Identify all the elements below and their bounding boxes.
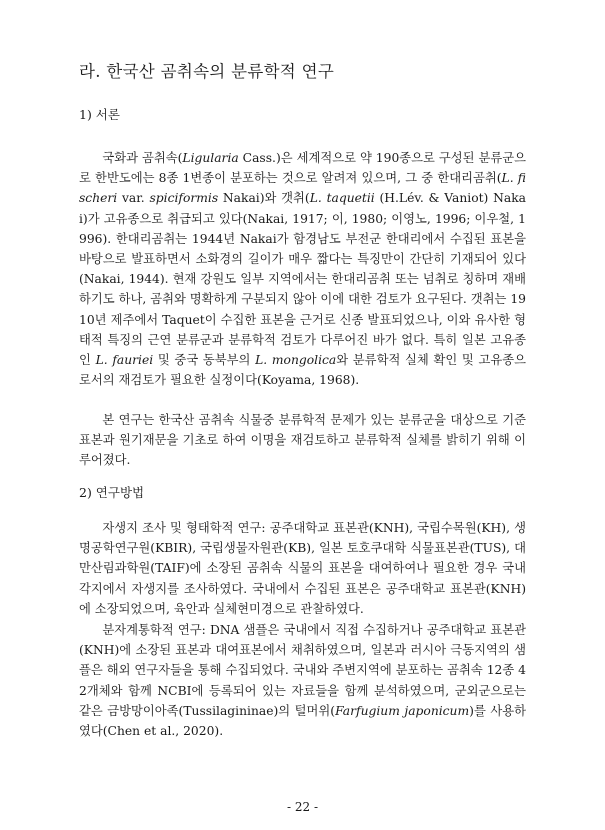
text-run: (H.Lév. & Vaniot) Nakai)가 고유종으로 취급되고 있다(Nakai, 1917; 이, 1980; 이영노, 1996; 이우철, 1996). 한대리곰취는 1944년 Nakai가 함경남도 부전군 한대리에서 수집된 표본을 바탕으로 발표하면서 소화경의 길이가 매우 짧다는 특징만이 간단히 기재되어 있다(Nakai, 1944). 현재 강원도 일부 지역에서는 한대리곰취 또는 넘취로 칭하며 재배하기도 하나, 곰취와 명확하게 구분되지 않아 이에 대한 검토가 요구된다. 갯취는 1910년 제주에서 Taquet이 수집한 표본을 근거로 신종 발표되었으나, 이와 유사한 형태적 특징의 근연 분류군과 분류학적 검토가 다루어진 바가 없다. 특히 일본 고유종인 [79,191,526,368]
text-run: Nakai)와 갯취( [218,191,310,206]
subsection-title-introduction: 1) 서론 [79,107,120,122]
species-name: Farfugium japonicum [335,703,470,718]
species-name: L. fauriei [95,353,154,368]
methods-paragraph-1: 자생지 조사 및 형태학적 연구: 공주대학교 표본관(KNH), 국립수목원(KH), 생명공학연구원(KBIR), 국립생물자원관(KB), 일본 토호쿠대학 식물표본관(TUS), 대만산림과학원(TAIF)에 소장된 곰취속 식물의 표본을 대여하여나 필요한 경우 국내 각지에서 자생지를 조사하였다. 국내에서 수집된 표본은 공주대학교 표본관(KNH)에 소장되었으며, 육안과 실체현미경으로 관찰하였다. [79,521,526,616]
text-run: Cass.)은 세계적으로 약 190종으로 구성된 분류군으로 한반도에는 8종 1변종이 분포하는 것으로 알려져 있으며, 그 중 한대리곰취( [79,151,526,186]
page-number: - 22 - [286,800,318,814]
intro-paragraph-1 [79,148,526,390]
intro-paragraph-2: 본 연구는 한국산 곰취속 식물중 분류학적 문제가 있는 분류군을 대상으로 기준표본과 원기재문을 기초로 하여 이명을 재검토하고 분류학적 실체를 밝히기 위해 이루어졌다. [79,413,526,468]
variety-name: spiciformis [149,191,219,206]
genus-name: Ligularia [182,151,239,165]
species-name: L. taquetii [309,191,375,206]
text-run: 와 분류학적 실체 확인 및 고유종으로서의 재검토가 필요한 실정이다(Koyama, 1968). [79,353,527,388]
text-run: )를 사용하였다(Chen et al., 2020). [79,703,526,739]
text-run: 국화과 곰취속( [102,151,183,165]
subsection-title-methods: 2) 연구방법 [79,485,145,500]
text-run: var. [117,191,150,206]
section-title: 라. 한국산 곰취속의 분류학적 연구 [79,62,335,81]
text-run: 분자계통학적 연구: DNA 샘플은 국내에서 직접 수집하거나 공주대학교 표본관(KNH)에 소장된 표본과 대여표본에서 채취하였으며, 일본과 러시아 극동지역의 샘플은 해외 연구자들을 통해 수집되었다. 국내와 주변지역에 분포하는 곰취속 12종 42개체와 함께 NCBI에 등록되어 있는 자료들을 함께 분석하였으며, 군외군으로는 같은 금방망이아족(Tussilagininae)의 털머위( [79,623,526,718]
text-run: 및 중국 동북부의 [153,353,256,368]
species-name: L. mongolica [255,353,337,368]
methods-paragraph-2 [79,620,526,741]
species-name: L. fischeri [79,171,527,206]
